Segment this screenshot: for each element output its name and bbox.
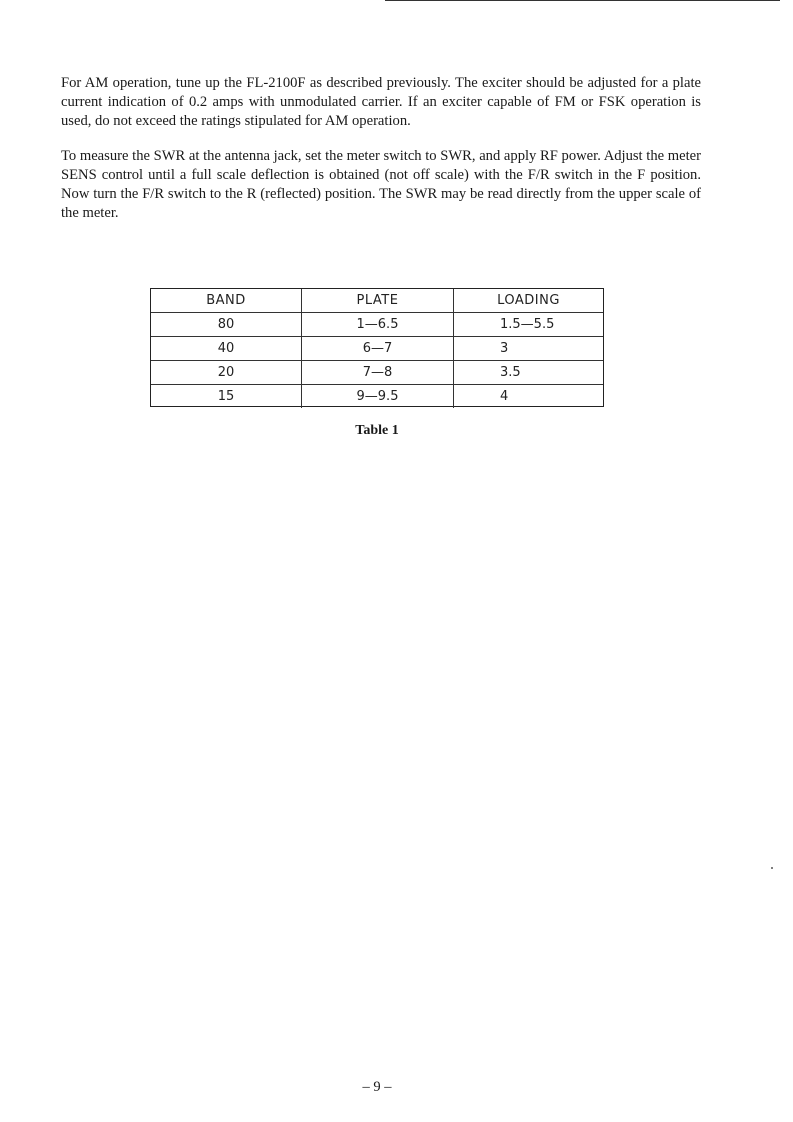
cell-plate: 9—9.5 <box>302 385 454 409</box>
table-row <box>151 337 603 361</box>
cell-band: 15 <box>151 385 302 409</box>
header-plate: PLATE <box>302 289 454 313</box>
cell-loading: 1.5—5.5 <box>454 313 604 337</box>
paragraph-swr-measurement: To measure the SWR at the antenna jack, set the meter switch to SWR, and apply RF power. Adjust the meter SENS control until a full scale deflection is obtained (not off scale) with the F/R switch in the F position. Now turn the F/R switch to the R (reflected) position. The SWR may be read directly from the upper scale of the meter. <box>61 148 701 221</box>
table-row <box>151 385 603 409</box>
cell-band: 40 <box>151 337 302 361</box>
cell-band: 80 <box>151 313 302 337</box>
top-rule <box>385 0 780 1</box>
table-header-row <box>151 289 603 313</box>
table-caption: Table 1 <box>355 423 399 438</box>
page-number: – 9 – <box>362 1079 392 1095</box>
scan-speck <box>771 867 773 869</box>
cell-plate: 1—6.5 <box>302 313 454 337</box>
tuning-table <box>150 288 604 407</box>
tuning-table-grid <box>151 289 603 408</box>
paragraph-am-operation: For AM operation, tune up the FL-2100F as described previously. The exciter should be adjusted for a plate current indication of 0.2 amps with unmodulated carrier. If an exciter capable of FM or FSK operation is used, do not exceed the ratings stipulated for AM operation. <box>61 75 701 129</box>
cell-plate: 6—7 <box>302 337 454 361</box>
cell-loading: 3 <box>454 337 604 361</box>
cell-loading: 4 <box>454 385 604 409</box>
cell-plate: 7—8 <box>302 361 454 385</box>
header-loading: LOADING <box>454 289 604 313</box>
cell-band: 20 <box>151 361 302 385</box>
cell-loading: 3.5 <box>454 361 604 385</box>
table-row <box>151 313 603 337</box>
header-band: BAND <box>206 293 246 308</box>
table-row <box>151 361 603 385</box>
